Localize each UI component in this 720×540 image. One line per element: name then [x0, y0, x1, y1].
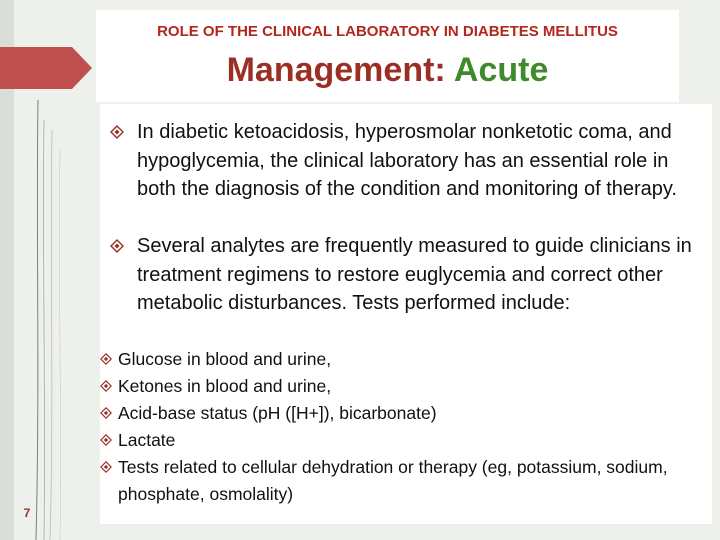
slide-subtitle: ROLE OF THE CLINICAL LABORATORY IN DIABETES MELLITUS	[157, 23, 618, 40]
slide-title-part1: Management:	[226, 51, 446, 89]
slide-title	[96, 50, 679, 90]
sub-bullet-text: Acid-base status (pH ([H+]), bicarbonate)	[118, 403, 437, 423]
content-area	[100, 104, 712, 524]
page-number: 7	[23, 506, 31, 520]
bullet-text: In diabetic ketoacidosis, hyperosmolar nonketotic coma, and hypoglycemia, the clinical laboratory has an essential role in both the diagnosis of the condition and monitoring of therapy.	[137, 121, 677, 200]
right-arrow-shape	[0, 47, 92, 89]
bullet-item	[110, 118, 700, 204]
diamond-bullet-icon	[100, 434, 112, 446]
sub-bullet-text: Ketones in blood and urine,	[118, 376, 332, 396]
sub-bullet-text: Tests related to cellular dehydration or therapy (eg, potassium, sodium, phosphate, osmolality)	[118, 457, 668, 504]
sub-bullet-item	[100, 346, 700, 373]
slide-title-part2: Acute	[453, 51, 549, 89]
bullet-item	[110, 232, 700, 318]
sub-bullet-item	[100, 427, 700, 454]
sub-bullet-item	[100, 400, 700, 427]
sub-bullet-item	[100, 454, 700, 508]
diamond-bullet-icon	[100, 461, 112, 473]
sub-bullet-item	[100, 373, 700, 400]
diamond-bullet-icon	[110, 125, 124, 139]
diamond-bullet-icon	[100, 353, 112, 365]
diamond-bullet-icon	[110, 239, 124, 253]
diamond-bullet-icon	[100, 407, 112, 419]
bullet-text: Several analytes are frequently measured to guide clinicians in treatment regimens to restore euglycemia and correct other metabolic disturbances. Tests performed include:	[137, 235, 692, 314]
sub-bullet-text: Lactate	[118, 430, 176, 450]
sub-bullet-text: Glucose in blood and urine,	[118, 349, 332, 369]
diamond-bullet-icon	[100, 380, 112, 392]
title-box	[96, 10, 679, 102]
